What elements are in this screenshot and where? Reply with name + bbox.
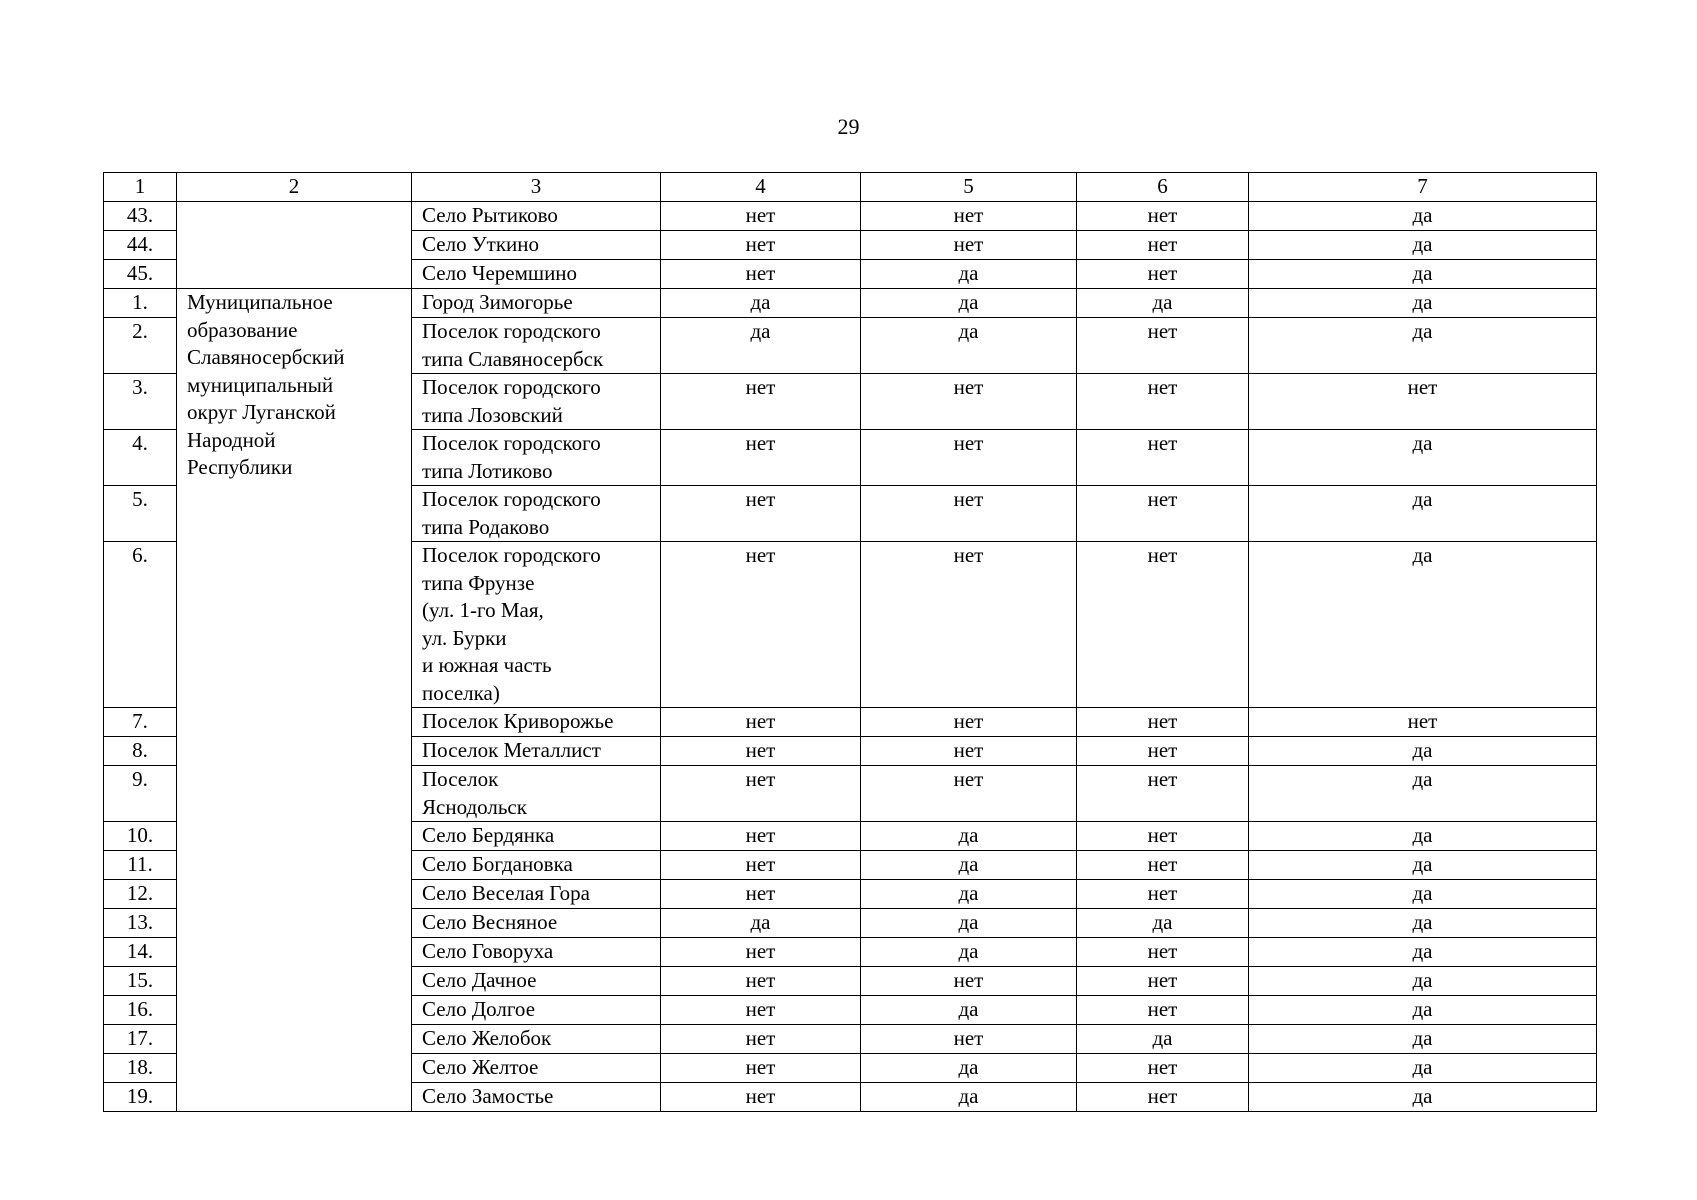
value-cell-4: нет bbox=[661, 260, 861, 289]
settlement-name-line: Село Замостье bbox=[422, 1084, 554, 1108]
value-cell-6: нет bbox=[1077, 996, 1249, 1025]
value-cell-5: нет bbox=[861, 231, 1077, 260]
value-cell-6: нет bbox=[1077, 822, 1249, 851]
value-cell-7: да bbox=[1249, 542, 1597, 708]
value-cell-7: да bbox=[1249, 1054, 1597, 1083]
settlement-name-cell bbox=[412, 938, 661, 967]
empty-municipality-cell bbox=[177, 202, 412, 289]
table-row bbox=[104, 289, 1597, 318]
row-number-cell: 45. bbox=[104, 260, 177, 289]
value-cell-6: нет bbox=[1077, 708, 1249, 737]
settlement-name-line: Село Рытиково bbox=[422, 203, 558, 227]
value-cell-7: да bbox=[1249, 486, 1597, 542]
municipality-line: округ Луганской bbox=[187, 400, 336, 424]
settlement-name-cell bbox=[412, 909, 661, 938]
row-number-cell: 11. bbox=[104, 851, 177, 880]
header-cell: 4 bbox=[661, 173, 861, 202]
settlement-name-line: Село Веселая Гора bbox=[422, 881, 590, 905]
row-number-cell: 8. bbox=[104, 737, 177, 766]
settlement-name-cell bbox=[412, 231, 661, 260]
row-number-cell: 13. bbox=[104, 909, 177, 938]
municipality-line: Муниципальное bbox=[187, 290, 333, 314]
value-cell-4: нет bbox=[661, 880, 861, 909]
settlement-name-line: Село Бердянка bbox=[422, 823, 555, 847]
value-cell-6: нет bbox=[1077, 938, 1249, 967]
header-cell: 5 bbox=[861, 173, 1077, 202]
value-cell-4: нет bbox=[661, 486, 861, 542]
value-cell-7: нет bbox=[1249, 708, 1597, 737]
settlement-name-cell bbox=[412, 1025, 661, 1054]
row-number-cell: 14. bbox=[104, 938, 177, 967]
value-cell-6: нет bbox=[1077, 542, 1249, 708]
value-cell-5: да bbox=[861, 938, 1077, 967]
table-body bbox=[104, 173, 1597, 1112]
value-cell-7: да bbox=[1249, 1025, 1597, 1054]
page-number: 29 bbox=[837, 114, 860, 139]
header-cell: 6 bbox=[1077, 173, 1249, 202]
settlement-name-line: Поселок городского bbox=[422, 543, 601, 567]
value-cell-4: нет bbox=[661, 202, 861, 231]
settlement-name-cell bbox=[412, 430, 661, 486]
value-cell-6: нет bbox=[1077, 430, 1249, 486]
settlement-name-cell bbox=[412, 542, 661, 708]
value-cell-6: да bbox=[1077, 289, 1249, 318]
value-cell-4: нет bbox=[661, 737, 861, 766]
value-cell-6: да bbox=[1077, 1025, 1249, 1054]
value-cell-6: нет bbox=[1077, 318, 1249, 374]
municipality-line: образование bbox=[187, 317, 298, 342]
value-cell-4: нет bbox=[661, 938, 861, 967]
municipality-line: Славяносербский bbox=[187, 345, 345, 369]
header-cell: 1 bbox=[104, 173, 177, 202]
header-cell: 3 bbox=[412, 173, 661, 202]
value-cell-4: нет bbox=[661, 542, 861, 708]
settlement-name-line: Село Черемшино bbox=[422, 261, 578, 285]
value-cell-5: нет bbox=[861, 1025, 1077, 1054]
value-cell-5: нет bbox=[861, 766, 1077, 822]
value-cell-7: да bbox=[1249, 967, 1597, 996]
value-cell-5: да bbox=[861, 880, 1077, 909]
municipality-line: муниципальный bbox=[187, 372, 334, 397]
value-cell-7: да bbox=[1249, 1083, 1597, 1112]
settlement-name-cell bbox=[412, 486, 661, 542]
value-cell-7: да bbox=[1249, 822, 1597, 851]
settlement-name-line: Село Весняное bbox=[422, 910, 558, 934]
row-number-cell: 7. bbox=[104, 708, 177, 737]
settlement-name-line: типа Лозовский bbox=[422, 402, 563, 427]
settlement-name-cell bbox=[412, 851, 661, 880]
settlement-name-line: типа Славяносербск bbox=[422, 346, 604, 371]
settlement-name-line: типа Лотиково bbox=[422, 458, 553, 483]
row-number-cell: 6. bbox=[104, 542, 177, 708]
settlement-name-line: поселка) bbox=[422, 680, 500, 705]
value-cell-4: нет bbox=[661, 996, 861, 1025]
value-cell-7: да bbox=[1249, 430, 1597, 486]
value-cell-4: нет bbox=[661, 1054, 861, 1083]
row-number-cell: 19. bbox=[104, 1083, 177, 1112]
value-cell-5: да bbox=[861, 909, 1077, 938]
value-cell-5: нет bbox=[861, 430, 1077, 486]
value-cell-5: да bbox=[861, 318, 1077, 374]
value-cell-4: да bbox=[661, 909, 861, 938]
settlement-name-line: Село Уткино bbox=[422, 232, 540, 256]
row-number-cell: 5. bbox=[104, 486, 177, 542]
value-cell-4: нет bbox=[661, 430, 861, 486]
settlement-name-line: Поселок Металлист bbox=[422, 738, 601, 762]
value-cell-7: да bbox=[1249, 909, 1597, 938]
row-number-cell: 18. bbox=[104, 1054, 177, 1083]
row-number-cell: 10. bbox=[104, 822, 177, 851]
value-cell-4: нет bbox=[661, 1083, 861, 1112]
settlement-name-line: Поселок городского bbox=[422, 431, 601, 455]
municipality-line: Республики bbox=[187, 455, 293, 479]
value-cell-5: да bbox=[861, 1083, 1077, 1112]
value-cell-4: нет bbox=[661, 1025, 861, 1054]
settlement-name-cell bbox=[412, 289, 661, 318]
settlement-name-cell bbox=[412, 260, 661, 289]
settlement-name-line: Поселок городского bbox=[422, 319, 601, 343]
value-cell-7: да bbox=[1249, 260, 1597, 289]
row-number-cell: 15. bbox=[104, 967, 177, 996]
settlement-name-line: Яснодольск bbox=[422, 794, 527, 819]
settlement-name-cell bbox=[412, 708, 661, 737]
settlement-name-cell bbox=[412, 822, 661, 851]
value-cell-7: нет bbox=[1249, 374, 1597, 430]
settlement-name-cell bbox=[412, 374, 661, 430]
value-cell-4: да bbox=[661, 289, 861, 318]
settlement-name-cell bbox=[412, 880, 661, 909]
row-number-cell: 16. bbox=[104, 996, 177, 1025]
value-cell-7: да bbox=[1249, 231, 1597, 260]
value-cell-6: нет bbox=[1077, 202, 1249, 231]
header-cell: 7 bbox=[1249, 173, 1597, 202]
settlement-name-line: Село Желобок bbox=[422, 1026, 552, 1050]
value-cell-4: нет bbox=[661, 766, 861, 822]
value-cell-7: да bbox=[1249, 202, 1597, 231]
value-cell-6: нет bbox=[1077, 967, 1249, 996]
row-number-cell: 4. bbox=[104, 430, 177, 486]
value-cell-7: да bbox=[1249, 318, 1597, 374]
row-number-cell: 9. bbox=[104, 766, 177, 822]
settlement-name-line: Поселок bbox=[422, 767, 499, 791]
value-cell-7: да bbox=[1249, 766, 1597, 822]
settlement-name-line: типа Фрунзе bbox=[422, 570, 535, 595]
settlement-name-line: Поселок городского bbox=[422, 487, 601, 511]
settlement-name-line: Поселок Криворожье bbox=[422, 709, 614, 733]
row-number-cell: 3. bbox=[104, 374, 177, 430]
settlement-name-line: Село Говоруха bbox=[422, 939, 554, 963]
settlement-name-line: и южная часть bbox=[422, 653, 552, 677]
settlement-name-line: Поселок городского bbox=[422, 375, 601, 399]
value-cell-5: да bbox=[861, 996, 1077, 1025]
value-cell-5: нет bbox=[861, 708, 1077, 737]
settlement-name-line: типа Родаково bbox=[422, 514, 550, 539]
value-cell-4: нет bbox=[661, 822, 861, 851]
value-cell-7: да bbox=[1249, 880, 1597, 909]
value-cell-5: да bbox=[861, 1054, 1077, 1083]
value-cell-6: да bbox=[1077, 909, 1249, 938]
value-cell-7: да bbox=[1249, 996, 1597, 1025]
settlement-name-cell bbox=[412, 737, 661, 766]
value-cell-6: нет bbox=[1077, 260, 1249, 289]
value-cell-6: нет bbox=[1077, 880, 1249, 909]
value-cell-5: нет bbox=[861, 967, 1077, 996]
value-cell-4: да bbox=[661, 318, 861, 374]
settlement-name-line: Село Богдановка bbox=[422, 852, 573, 876]
row-number-cell: 44. bbox=[104, 231, 177, 260]
value-cell-6: нет bbox=[1077, 374, 1249, 430]
value-cell-6: нет bbox=[1077, 766, 1249, 822]
settlement-name-cell bbox=[412, 967, 661, 996]
value-cell-4: нет bbox=[661, 967, 861, 996]
value-cell-5: нет bbox=[861, 202, 1077, 231]
settlement-name-line: Село Желтое bbox=[422, 1055, 539, 1079]
settlement-name-cell bbox=[412, 766, 661, 822]
value-cell-7: да bbox=[1249, 851, 1597, 880]
municipality-line: Народной bbox=[187, 427, 276, 452]
table-row bbox=[104, 202, 1597, 231]
value-cell-4: нет bbox=[661, 851, 861, 880]
settlement-name-line: Город Зимогорье bbox=[422, 290, 573, 314]
municipality-cell bbox=[177, 289, 412, 1112]
row-number-cell: 1. bbox=[104, 289, 177, 318]
header-cell: 2 bbox=[177, 173, 412, 202]
value-cell-4: нет bbox=[661, 374, 861, 430]
value-cell-4: нет bbox=[661, 708, 861, 737]
value-cell-6: нет bbox=[1077, 486, 1249, 542]
row-number-cell: 2. bbox=[104, 318, 177, 374]
value-cell-5: да bbox=[861, 289, 1077, 318]
settlement-name-line: ул. Бурки bbox=[422, 625, 507, 650]
value-cell-7: да bbox=[1249, 289, 1597, 318]
value-cell-5: нет bbox=[861, 542, 1077, 708]
value-cell-6: нет bbox=[1077, 231, 1249, 260]
table-header-row bbox=[104, 173, 1597, 202]
value-cell-6: нет bbox=[1077, 1083, 1249, 1112]
value-cell-5: да bbox=[861, 822, 1077, 851]
settlement-name-line: (ул. 1-го Мая, bbox=[422, 598, 544, 622]
settlement-name-cell bbox=[412, 996, 661, 1025]
settlement-name-cell bbox=[412, 318, 661, 374]
value-cell-6: нет bbox=[1077, 851, 1249, 880]
row-number-cell: 43. bbox=[104, 202, 177, 231]
value-cell-5: нет bbox=[861, 486, 1077, 542]
settlement-name-line: Село Долгое bbox=[422, 997, 536, 1021]
value-cell-5: да bbox=[861, 260, 1077, 289]
value-cell-7: да bbox=[1249, 737, 1597, 766]
value-cell-4: нет bbox=[661, 231, 861, 260]
settlement-name-cell bbox=[412, 1083, 661, 1112]
settlement-name-cell bbox=[412, 1054, 661, 1083]
row-number-cell: 12. bbox=[104, 880, 177, 909]
value-cell-6: нет bbox=[1077, 737, 1249, 766]
settlement-name-line: Село Дачное bbox=[422, 968, 537, 992]
value-cell-5: нет bbox=[861, 374, 1077, 430]
value-cell-5: да bbox=[861, 851, 1077, 880]
value-cell-6: нет bbox=[1077, 1054, 1249, 1083]
settlement-name-cell bbox=[412, 202, 661, 231]
value-cell-7: да bbox=[1249, 938, 1597, 967]
settlements-table bbox=[103, 172, 1597, 1112]
value-cell-5: нет bbox=[861, 737, 1077, 766]
row-number-cell: 17. bbox=[104, 1025, 177, 1054]
